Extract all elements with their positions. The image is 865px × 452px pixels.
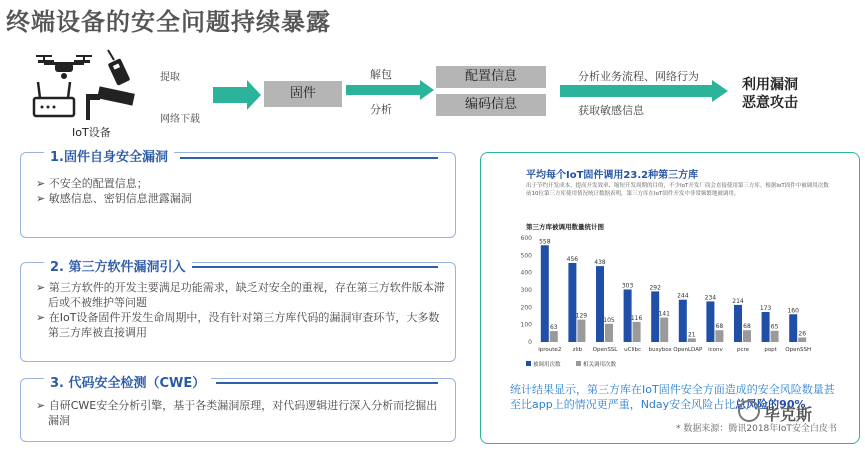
download-label: 网络下载: [160, 114, 200, 125]
y-tick-label: 300: [520, 287, 532, 294]
device-icons: [28, 46, 148, 126]
arrow-2: [346, 80, 436, 100]
x-tick-label: OpenLDAP: [673, 347, 703, 353]
bar: [743, 330, 751, 342]
bar: [706, 301, 714, 342]
data-label: 68: [715, 323, 724, 331]
y-tick-label: 600: [520, 235, 532, 242]
x-tick-label: OpenSSH: [785, 347, 812, 353]
list-item: ➢ 自研CWE安全分析引擎，基于各类漏洞原理，对代码逻辑进行深入分析而挖掘出漏洞: [36, 399, 438, 427]
x-tick-label: uClibc: [624, 347, 642, 353]
data-label: 214: [732, 297, 744, 305]
security-camera-icon: [86, 86, 135, 120]
x-tick-label: OpenSSL: [592, 347, 618, 353]
bar: [550, 331, 558, 342]
bar: [541, 245, 549, 342]
conclusion-line-1: 统计结果显示，第三方库在IoT固件安全方面造成的安全风险数量甚: [510, 383, 835, 396]
y-tick-label: 0: [528, 339, 532, 346]
data-label: 26: [798, 330, 807, 338]
list-item: ➢ 第三方软件的开发主要满足功能需求，缺乏对安全的重视，存在第三方软件版本滞后或不被维护等问题: [36, 281, 445, 309]
device-label: IoT设备: [72, 126, 111, 139]
x-tick-label: iconv: [708, 347, 723, 353]
router-icon: [34, 82, 74, 116]
report-description: 出于节约开发成本、提高开发效率、缩短开发周期的目的，不少IoT开发厂商会直接使用第三方库。根据IoT固件中被调用次数前10位第三方库使用情况统计数据表明，第三方库在IoT固件开发中非常频繁地被调用。: [526, 183, 829, 197]
y-tick-label: 200: [520, 304, 532, 312]
legend-label: 相关调用次数: [583, 362, 617, 368]
panel-2-title: 2. 第三方软件漏洞引入: [44, 256, 192, 275]
data-label: 141: [658, 310, 670, 318]
panel-2-list: [36, 280, 448, 340]
panel-3-line: [216, 382, 438, 384]
result-line-2: 恶意攻击: [742, 95, 798, 111]
data-label: 173: [759, 305, 772, 313]
remote-control-icon: [108, 50, 131, 86]
bar: [568, 263, 576, 342]
conclusion-highlight: 总风险的90%: [735, 398, 806, 411]
legend-label: 被调用次数: [533, 362, 561, 368]
y-tick-label: 100: [520, 321, 532, 329]
result-text: [742, 76, 798, 112]
panel-1-list: [36, 176, 446, 206]
page-title: 终端设备的安全问题持续暴露: [6, 8, 331, 36]
panel-3-title: 3. 代码安全检测（CWE）: [44, 372, 211, 391]
data-label: 292: [649, 284, 661, 292]
data-label: 244: [677, 292, 689, 300]
data-label: 303: [621, 282, 634, 290]
extract-label: 提取: [160, 72, 180, 83]
panel-3-list: [36, 398, 446, 428]
panel-1-title: 1.固件自身安全漏洞: [44, 146, 174, 165]
get-sensitive-label: 获取敏感信息: [578, 104, 644, 117]
firmware-box: 固件: [264, 81, 342, 107]
analyze-flow-label: 分析业务流程、网络行为: [578, 70, 699, 83]
analyze-label: 分析: [370, 103, 392, 116]
watermark-text: 毕克斯: [764, 405, 813, 424]
data-label: 234: [704, 294, 717, 302]
bar: [679, 300, 687, 342]
data-label: 65: [770, 323, 779, 331]
data-label: 160: [787, 307, 799, 315]
data-label: 68: [743, 323, 751, 331]
chart-title: 第三方库被调用数量统计图: [526, 223, 604, 231]
result-line-1: 利用漏洞: [742, 77, 798, 93]
legend-swatch: [576, 361, 581, 366]
data-label: 105: [603, 316, 615, 324]
config-info-box: 配置信息: [436, 66, 546, 88]
legend-swatch: [526, 361, 531, 366]
data-label: 558: [539, 238, 551, 246]
x-tick-label: busybox: [648, 347, 672, 353]
bar: [596, 266, 604, 342]
list-item: ➢ 敏感信息、密钥信息泄露漏洞: [36, 192, 192, 205]
bar: [798, 337, 806, 342]
panel-2-line: [180, 266, 438, 268]
bar: [715, 330, 723, 342]
bar-chart: [512, 232, 822, 372]
report-heading: 平均每个IoT固件调用23.2种第三方库: [526, 170, 699, 181]
x-tick-label: pcre: [736, 347, 750, 353]
bar: [762, 312, 770, 342]
y-tick-label: 400: [520, 269, 532, 277]
bar: [633, 322, 641, 342]
wechat-icon: [738, 400, 760, 422]
bar: [789, 314, 797, 342]
arrow-1: [213, 80, 263, 110]
bar: [688, 338, 696, 342]
x-tick-label: zlib: [572, 347, 583, 353]
data-label: 438: [594, 259, 606, 267]
unpack-label: 解包: [370, 68, 392, 81]
list-item: ➢ 在IoT设备固件开发生命周期中，没有针对第三方库代码的漏洞审查环节，大多数第三方库被直接调用: [36, 311, 440, 339]
panel-1-line: [180, 157, 438, 159]
code-info-box: 编码信息: [436, 94, 546, 116]
bar: [660, 318, 668, 342]
data-label: 116: [630, 314, 643, 322]
list-item: ➢ 不安全的配置信息；: [36, 177, 148, 190]
y-tick-label: 500: [520, 252, 532, 260]
x-tick-label: popt: [764, 347, 777, 353]
conclusion-line-2: 至比app上的情况更严重，Nday安全风险占比总风险的90%: [510, 398, 806, 411]
data-label: 21: [687, 331, 696, 339]
data-source: * 数据来源：腾讯2018年IoT安全白皮书: [676, 424, 837, 434]
drone-icon: [36, 56, 92, 79]
arrow-3: [560, 80, 730, 102]
bar: [734, 305, 742, 342]
bar: [771, 331, 779, 342]
data-label: 129: [575, 312, 588, 320]
bar: [577, 320, 585, 342]
data-label: 63: [549, 324, 558, 332]
x-tick-label: iproute2: [538, 347, 562, 353]
data-label: 456: [566, 255, 579, 263]
bar: [605, 324, 613, 342]
